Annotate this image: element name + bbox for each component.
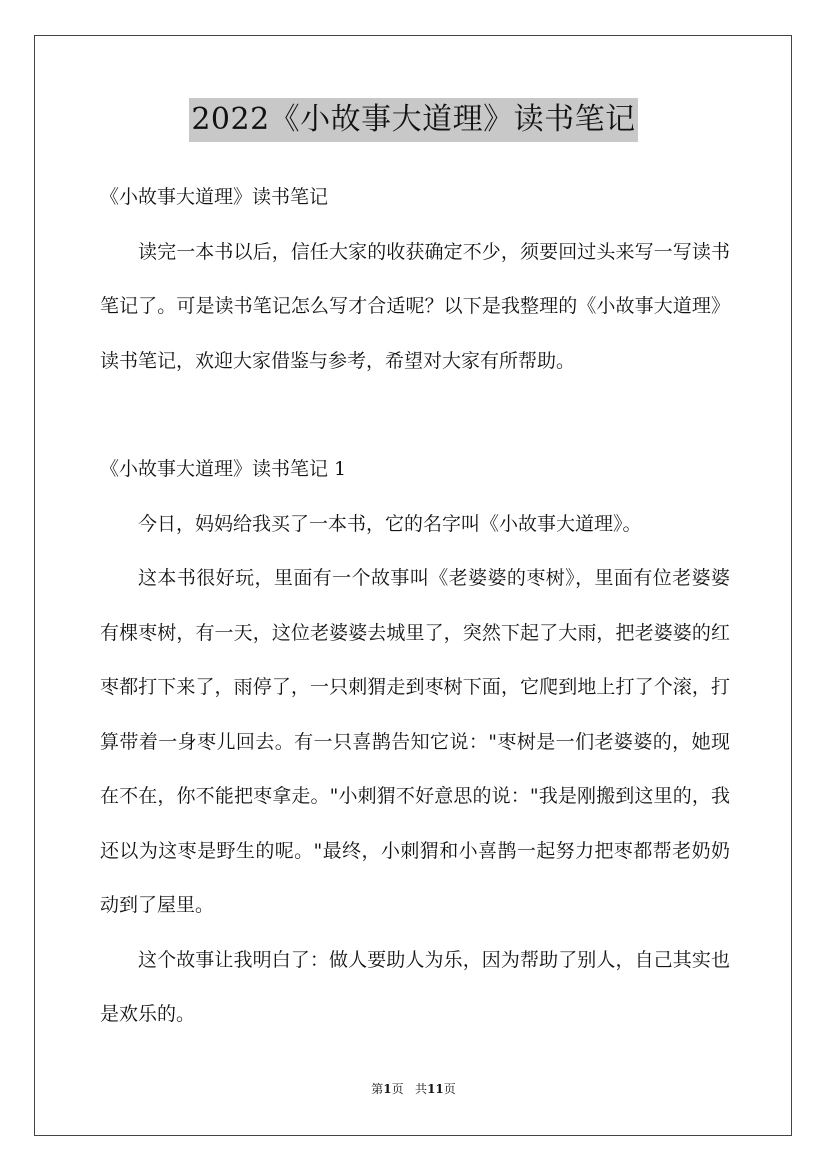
body-paragraph: 今日，妈妈给我买了一本书，它的名字叫《小故事大道理》。 [138, 512, 642, 535]
page-number: 1 [383, 1082, 392, 1096]
page-footer [0, 1081, 827, 1097]
page-label-suffix: 页 [391, 1082, 404, 1096]
page-label-prefix: 第 [371, 1082, 384, 1096]
document-body [100, 170, 730, 1042]
title-block [0, 98, 827, 142]
section-heading: 《小故事大道理》读书笔记 1 [100, 458, 347, 480]
page-total: 11 [427, 1082, 444, 1096]
total-label-suffix: 页 [443, 1082, 456, 1096]
intro-paragraph: 读完一本书以后，信任大家的收获确定不少，须要回过头来写一写读书笔记了。可是读书笔记怎么写才合适呢？以下是我整理的《小故事大道理》读书笔记，欢迎大家借鉴与参考，希望对大家有所帮助。 [100, 240, 730, 372]
body-paragraph: 这本书很好玩，里面有一个故事叫《老婆婆的枣树》，里面有位老婆婆有棵枣树，有一天，这位老婆婆去城里了，突然下起了大雨，把老婆婆的红枣都打下来了，雨停了，一只刺猬走到枣树下面，它爬到地上打了个滚，打算带着一身枣儿回去。有一只喜鹊告知它说："枣树是一们老婆婆的，她现在不在，你不能把枣拿走。"小刺猬不好意思的说："我是刚搬到这里的，我还以为这枣是野生的呢。"最终，小刺猬和小喜鹊一起努力把枣都帮老奶奶动到了屋里。 [100, 567, 730, 916]
total-label-prefix: 共 [415, 1082, 428, 1096]
body-paragraph: 这个故事让我明白了：做人要助人为乐，因为帮助了别人，自己其实也是欢乐的。 [100, 948, 730, 1025]
document-title: 2022《小故事大道理》读书笔记 [189, 98, 637, 142]
document-subtitle: 《小故事大道理》读书笔记 [100, 186, 329, 208]
